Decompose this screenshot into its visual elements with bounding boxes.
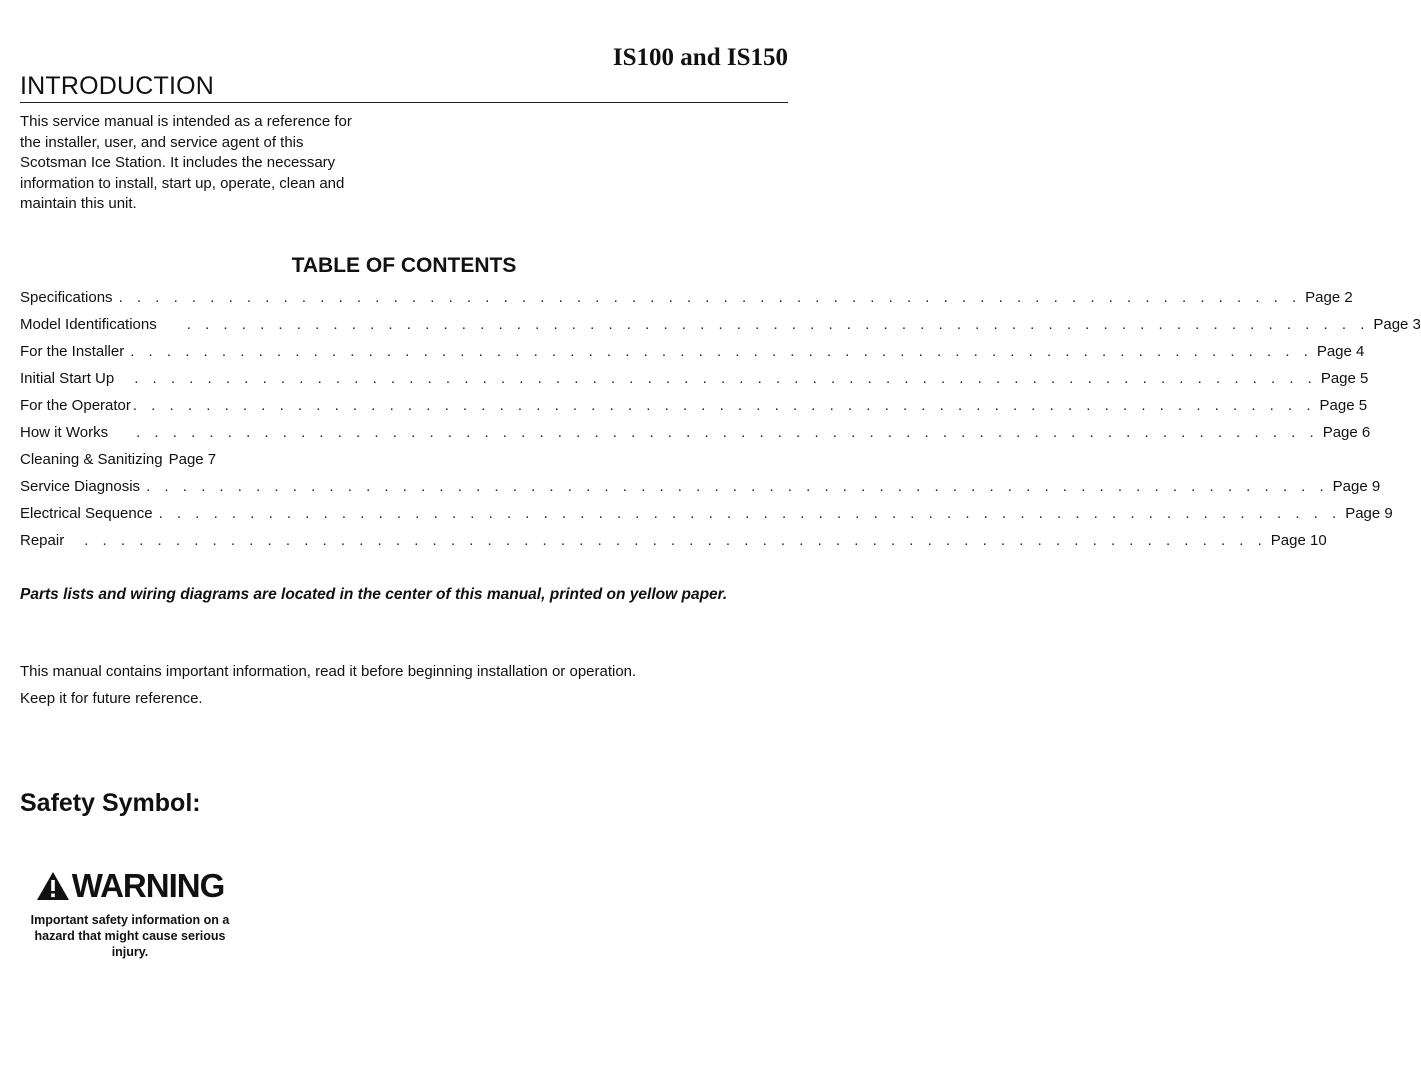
toc-entry-label: Service Diagnosis	[20, 478, 141, 495]
toc-entry-repair[interactable]	[20, 527, 1327, 554]
toc-leader: . . . . . . . . . . . . . . . . . . . . . . . . . . . . . . . . . . . . . . . . . . . . . . . . . . . . . . . . . . . . . . . . .	[158, 505, 1342, 522]
toc-entry-page: Page 7	[168, 451, 217, 468]
toc-entry-page: Page 10	[1270, 532, 1327, 549]
warning-title-row	[20, 866, 240, 906]
toc-entry-page: Page 5	[1320, 370, 1369, 387]
toc-entry-label: Cleaning & Sanitizing	[20, 451, 163, 468]
toc-entry-specifications[interactable]	[20, 284, 1353, 311]
toc-leader: . . . . . . . . . . . . . . . . . . . . . . . . . . . . . . . . . . . . . . . . . . . . . . . . . . . . . . . . . . . . . . . . .	[146, 478, 1329, 495]
toc-entry-cleaning-sanitizing[interactable]	[20, 446, 772, 473]
safety-symbol-heading: Safety Symbol:	[20, 789, 201, 817]
intro-line: maintain this unit.	[20, 195, 137, 213]
toc-entry-page: Page 6	[1322, 424, 1371, 441]
header-divider	[20, 102, 788, 103]
manual-info-line: Keep it for future reference.	[20, 690, 203, 707]
toc-entry-label: For the Operator	[20, 397, 131, 414]
toc-entry-for-the-installer[interactable]	[20, 338, 1365, 365]
section-title: INTRODUCTION	[20, 72, 215, 100]
toc-entry-model-identifications[interactable]	[20, 311, 1421, 338]
parts-list-note: Parts lists and wiring diagrams are located in the center of this manual, printed on yellow paper.	[20, 586, 728, 603]
toc-entry-label: Model Identifications	[20, 316, 157, 333]
intro-line: the installer, user, and service agent of this	[20, 133, 304, 151]
toc-leader: . . . . . . . . . . . . . . . . . . . . . . . . . . . . . . . . . . . . . . . . . . . . . . . . . . . . . . . . . . . . . . . . .	[186, 316, 1370, 333]
toc-entry-label: For the Installer	[20, 343, 125, 360]
toc-leader: . . . . . . . . . . . . . . . . . . . . . . . . . . . . . . . . . . . . . . . . . . . . . . . . . . . . . . . . . . . . . . . . .	[118, 289, 1302, 306]
toc-entry-service-diagnosis[interactable]	[20, 473, 1381, 500]
intro-paragraph	[20, 112, 390, 215]
toc-entry-page: Page 3	[1373, 316, 1421, 333]
toc-leader: . . . . . . . . . . . . . . . . . . . . . . . . . . . . . . . . . . . . . . . . . . . . . . . . . . . . . . . . . . . . . . . . .	[136, 424, 1319, 441]
warning-title: WARNING	[71, 867, 225, 904]
model-title: IS100 and IS150	[612, 44, 788, 71]
toc-leader: . . . . . . . . . . . . . . . . . . . . . . . . . . . . . . . . . . . . . . . . . . . . . . . . . . . . . . . . . . . . . . . . .	[132, 397, 1316, 414]
toc-entry-label: Repair	[20, 532, 65, 549]
intro-line: information to install, start up, operate, clean and	[20, 174, 345, 192]
toc-entry-label: Initial Start Up	[20, 370, 115, 387]
intro-line: Scotsman Ice Station. It includes the necessary	[20, 154, 336, 172]
table-of-contents	[20, 284, 1421, 554]
toc-entry-initial-start-up[interactable]	[20, 365, 1369, 392]
toc-entry-how-it-works[interactable]	[20, 419, 1371, 446]
toc-entry-page: Page 9	[1332, 478, 1381, 495]
warning-label	[20, 866, 240, 960]
manual-info-line: This manual contains important information, read it before beginning installation or operation.	[20, 663, 637, 680]
intro-line: This service manual is intended as a reference for	[20, 113, 352, 130]
toc-entry-label: How it Works	[20, 424, 109, 441]
warning-triangle-icon	[36, 871, 70, 901]
toc-entry-electrical-sequence[interactable]	[20, 500, 1393, 527]
toc-heading: TABLE OF CONTENTS	[291, 254, 517, 277]
manual-info	[20, 658, 780, 712]
toc-entry-page: Page 5	[1319, 397, 1368, 414]
toc-entry-page: Page 4	[1316, 343, 1365, 360]
toc-entry-label: Specifications	[20, 289, 113, 306]
toc-entry-page: Page 9	[1345, 505, 1393, 522]
toc-leader: . . . . . . . . . . . . . . . . . . . . . . . . . . . . . . . . . . . . . . . . . . . . . . . . . . . . . . . . . . . . . . . . .	[134, 370, 1317, 387]
warning-description: Important safety information on a hazard that might cause serious injury.	[30, 913, 230, 959]
toc-entry-page: Page 2	[1305, 289, 1353, 306]
toc-entry-for-the-operator[interactable]	[20, 392, 1368, 419]
toc-leader: . . . . . . . . . . . . . . . . . . . . . . . . . . . . . . . . . . . . . . . . . . . . . . . . . . . . . . . . . . . . . . . . .	[84, 532, 1267, 549]
toc-leader: . . . . . . . . . . . . . . . . . . . . . . . . . . . . . . . . . . . . . . . . . . . . . . . . . . . . . . . . . . . . . . . . .	[130, 343, 1313, 360]
toc-entry-label: Electrical Sequence	[20, 505, 153, 522]
